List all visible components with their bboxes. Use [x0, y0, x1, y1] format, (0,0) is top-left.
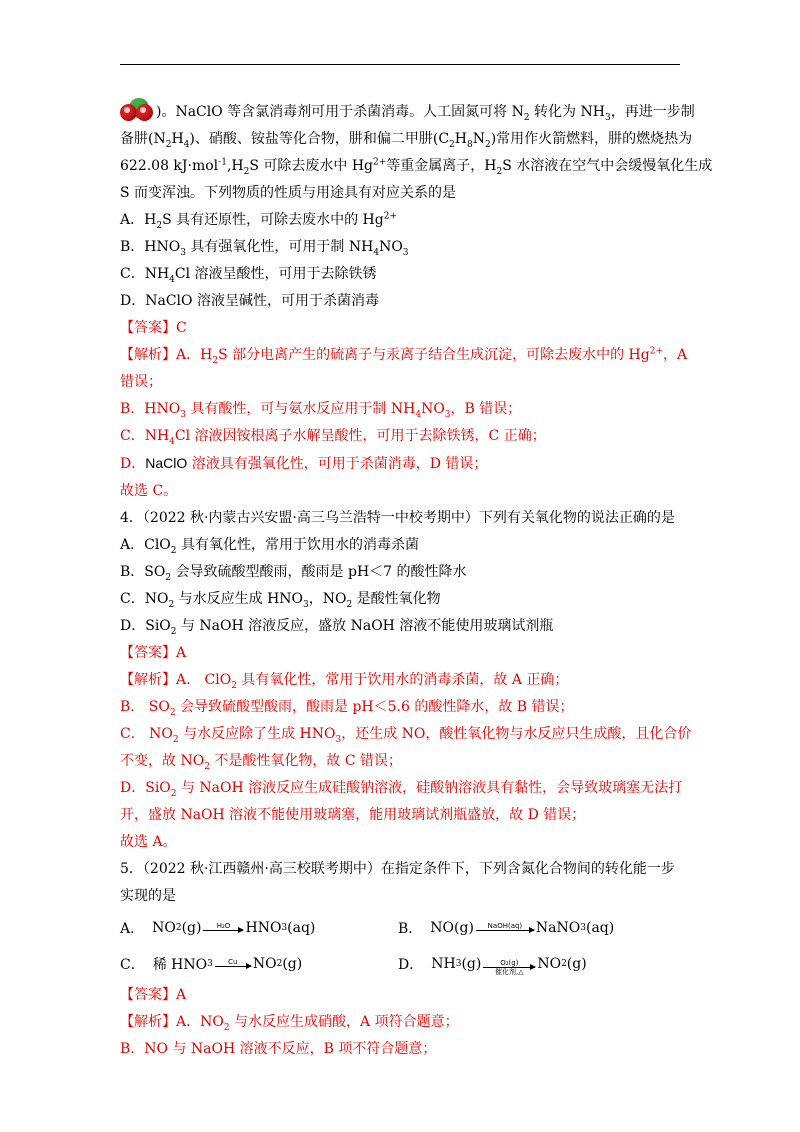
q5-option-a: A． NO 2 (g) H₂O HNO 3 (aq) — [120, 920, 316, 937]
q4-explanation-d-cont: 开，盛放 NaOH 溶液不能使用玻璃塞，能用玻璃试剂瓶盛放，故 D 错误； — [120, 807, 586, 823]
q5-answer: 【答案】A — [120, 987, 187, 1003]
q4-option-b: B．$SO_2$ 会导致硫酸型酸雨，酸雨是 pH＜7 的酸性降水 — [120, 564, 467, 583]
q4-option-d: D．SiO$_2$ 与 NaOH 溶液反应，盛放 NaOH 溶液不能使用玻璃试剂瓶 — [120, 618, 554, 637]
reaction-arrow: Cu — [215, 958, 251, 967]
q5-explanation-a: 【解析】A．$NO_2$ 与水反应生成硝酸，A 项符合题意； — [120, 1014, 459, 1033]
q4-explanation-c-cont: 不变，故 $NO_2$ 不是酸性氧化物，故 C 错误； — [120, 753, 402, 772]
q3-line-4: S 而变浑浊。下列物质的性质与用途具有对应关系的是 — [120, 185, 457, 201]
q3-answer: 【答案】C — [120, 320, 187, 336]
q5-option-d: D． NH 3 (g) O₂(g) 催化剂,△ NO 2 (g) — [398, 956, 587, 976]
reaction-arrow: O₂(g) 催化剂,△ — [483, 959, 535, 976]
q3-option-c: C．$NH_4Cl$ 溶液呈酸性，可用于去除铁锈 — [120, 266, 377, 285]
reaction-arrow: NaOH(aq) — [476, 922, 534, 931]
q3-option-b: B．$HNO_3$ 具有强氧化性，可用于制 $NH_4NO_3$ — [120, 239, 409, 258]
q3-line-1: )。NaClO 等含氯消毒剂可用于杀菌消毒。人工固氮可将 $N_2$ 转化为 $NH_3$，再进一步制 — [120, 98, 680, 126]
q4-explanation-b: B． $SO_2$ 会导致硫酸型酸雨，酸雨是 pH＜5.6 的酸性降水，故 B 错误； — [120, 699, 574, 718]
q4-stem: 4．（2022 秋·内蒙古兴安盟·高三乌兰浩特一中校考期中）下列有关氧化物的说法正确的是 — [120, 510, 675, 526]
clo2-molecule-icon — [120, 98, 154, 122]
q5-stem-2: 实现的是 — [120, 888, 176, 904]
q3-line-2: 备肼$(N_2H_4)$、硝酸、铵盐等化合物，肼和偏二甲肼$(C_2H_8N_2)$常用作火箭燃料，肼的燃烧热为 — [120, 131, 693, 150]
q3-option-d: D．NaClO 溶液呈碱性，可用于杀菌消毒 — [120, 293, 379, 309]
q5-stem-1: 5．（2022 秋·江西赣州·高三校联考期中）在指定条件下，下列含氮化合物间的转化能一步 — [120, 861, 675, 877]
q3-option-a: A．$H_2S$ 具有还原性，可除去废水中的 $Hg^{2+}$ — [120, 211, 398, 231]
q4-explanation-d: D．SiO$_2$ 与 NaOH 溶液反应生成硅酸钠溶液，硅酸钠溶液具有黏性，会导致玻璃塞无法打 — [120, 780, 683, 799]
q5-options-row-2 — [120, 946, 680, 982]
q4-option-a: A．ClO$_2$ 具有氧化性，常用于饮用水的消毒杀菌 — [120, 537, 419, 556]
q5-explanation-b: B．NO 与 NaOH 溶液不反应，B 项不符合题意； — [120, 1041, 437, 1057]
q4-explanation-a: 【解析】A． ClO$_2$ 具有氧化性，常用于饮用水的消毒杀菌，故 A 正确； — [120, 672, 569, 691]
q3-explanation-a-cont: 错误； — [120, 374, 162, 390]
q3-line-3: 622.08 $kJ\cdot mol^{-1},H_2S$ 可除去废水中 $Hg^{2+}$等重金属离子，$H_2S$ 水溶液在空气中会缓慢氧化生成 — [120, 157, 713, 177]
q3-explanation-d: D．NaClO 溶液具有强氧化性，可用于杀菌消毒，D 错误； — [120, 455, 488, 472]
header-rule — [120, 64, 680, 65]
q4-conclusion: 故选 A。 — [120, 834, 177, 850]
reaction-arrow: H₂O — [203, 922, 243, 931]
q3-explanation-b: B．$HNO_3$ 具有酸性，可与氨水反应用于制 $NH_4NO_3$，B 错误； — [120, 401, 522, 420]
q5-option-c: C． 稀 HNO 3 Cu NO 2 (g) — [120, 956, 303, 973]
q4-option-c: C．$NO_2$ 与水反应生成 $HNO_3$，$NO_2$ 是酸性氧化物 — [120, 591, 441, 610]
q3-conclusion: 故选 C。 — [120, 483, 178, 499]
q5-options-row-1 — [120, 910, 680, 946]
q4-explanation-c: C． $NO_2$ 与水反应除了生成 $HNO_3$，还生成 NO，酸性氧化物与水反应只生成酸，且化合价 — [120, 726, 692, 745]
q3-explanation-c: C．$NH_4Cl$ 溶液因铵根离子水解呈酸性，可用于去除铁锈，C 正确； — [120, 428, 546, 447]
document-body — [120, 98, 713, 1063]
q3-explanation-a: 【解析】A．$H_2S$ 部分电离产生的硫离子与汞离子结合生成沉淀，可除去废水中的 $Hg^{2+}$，A — [120, 346, 688, 366]
q4-answer: 【答案】A — [120, 645, 187, 661]
q5-option-b: B． NO (g) NaOH(aq) NaNO 3 (aq) — [398, 920, 615, 937]
